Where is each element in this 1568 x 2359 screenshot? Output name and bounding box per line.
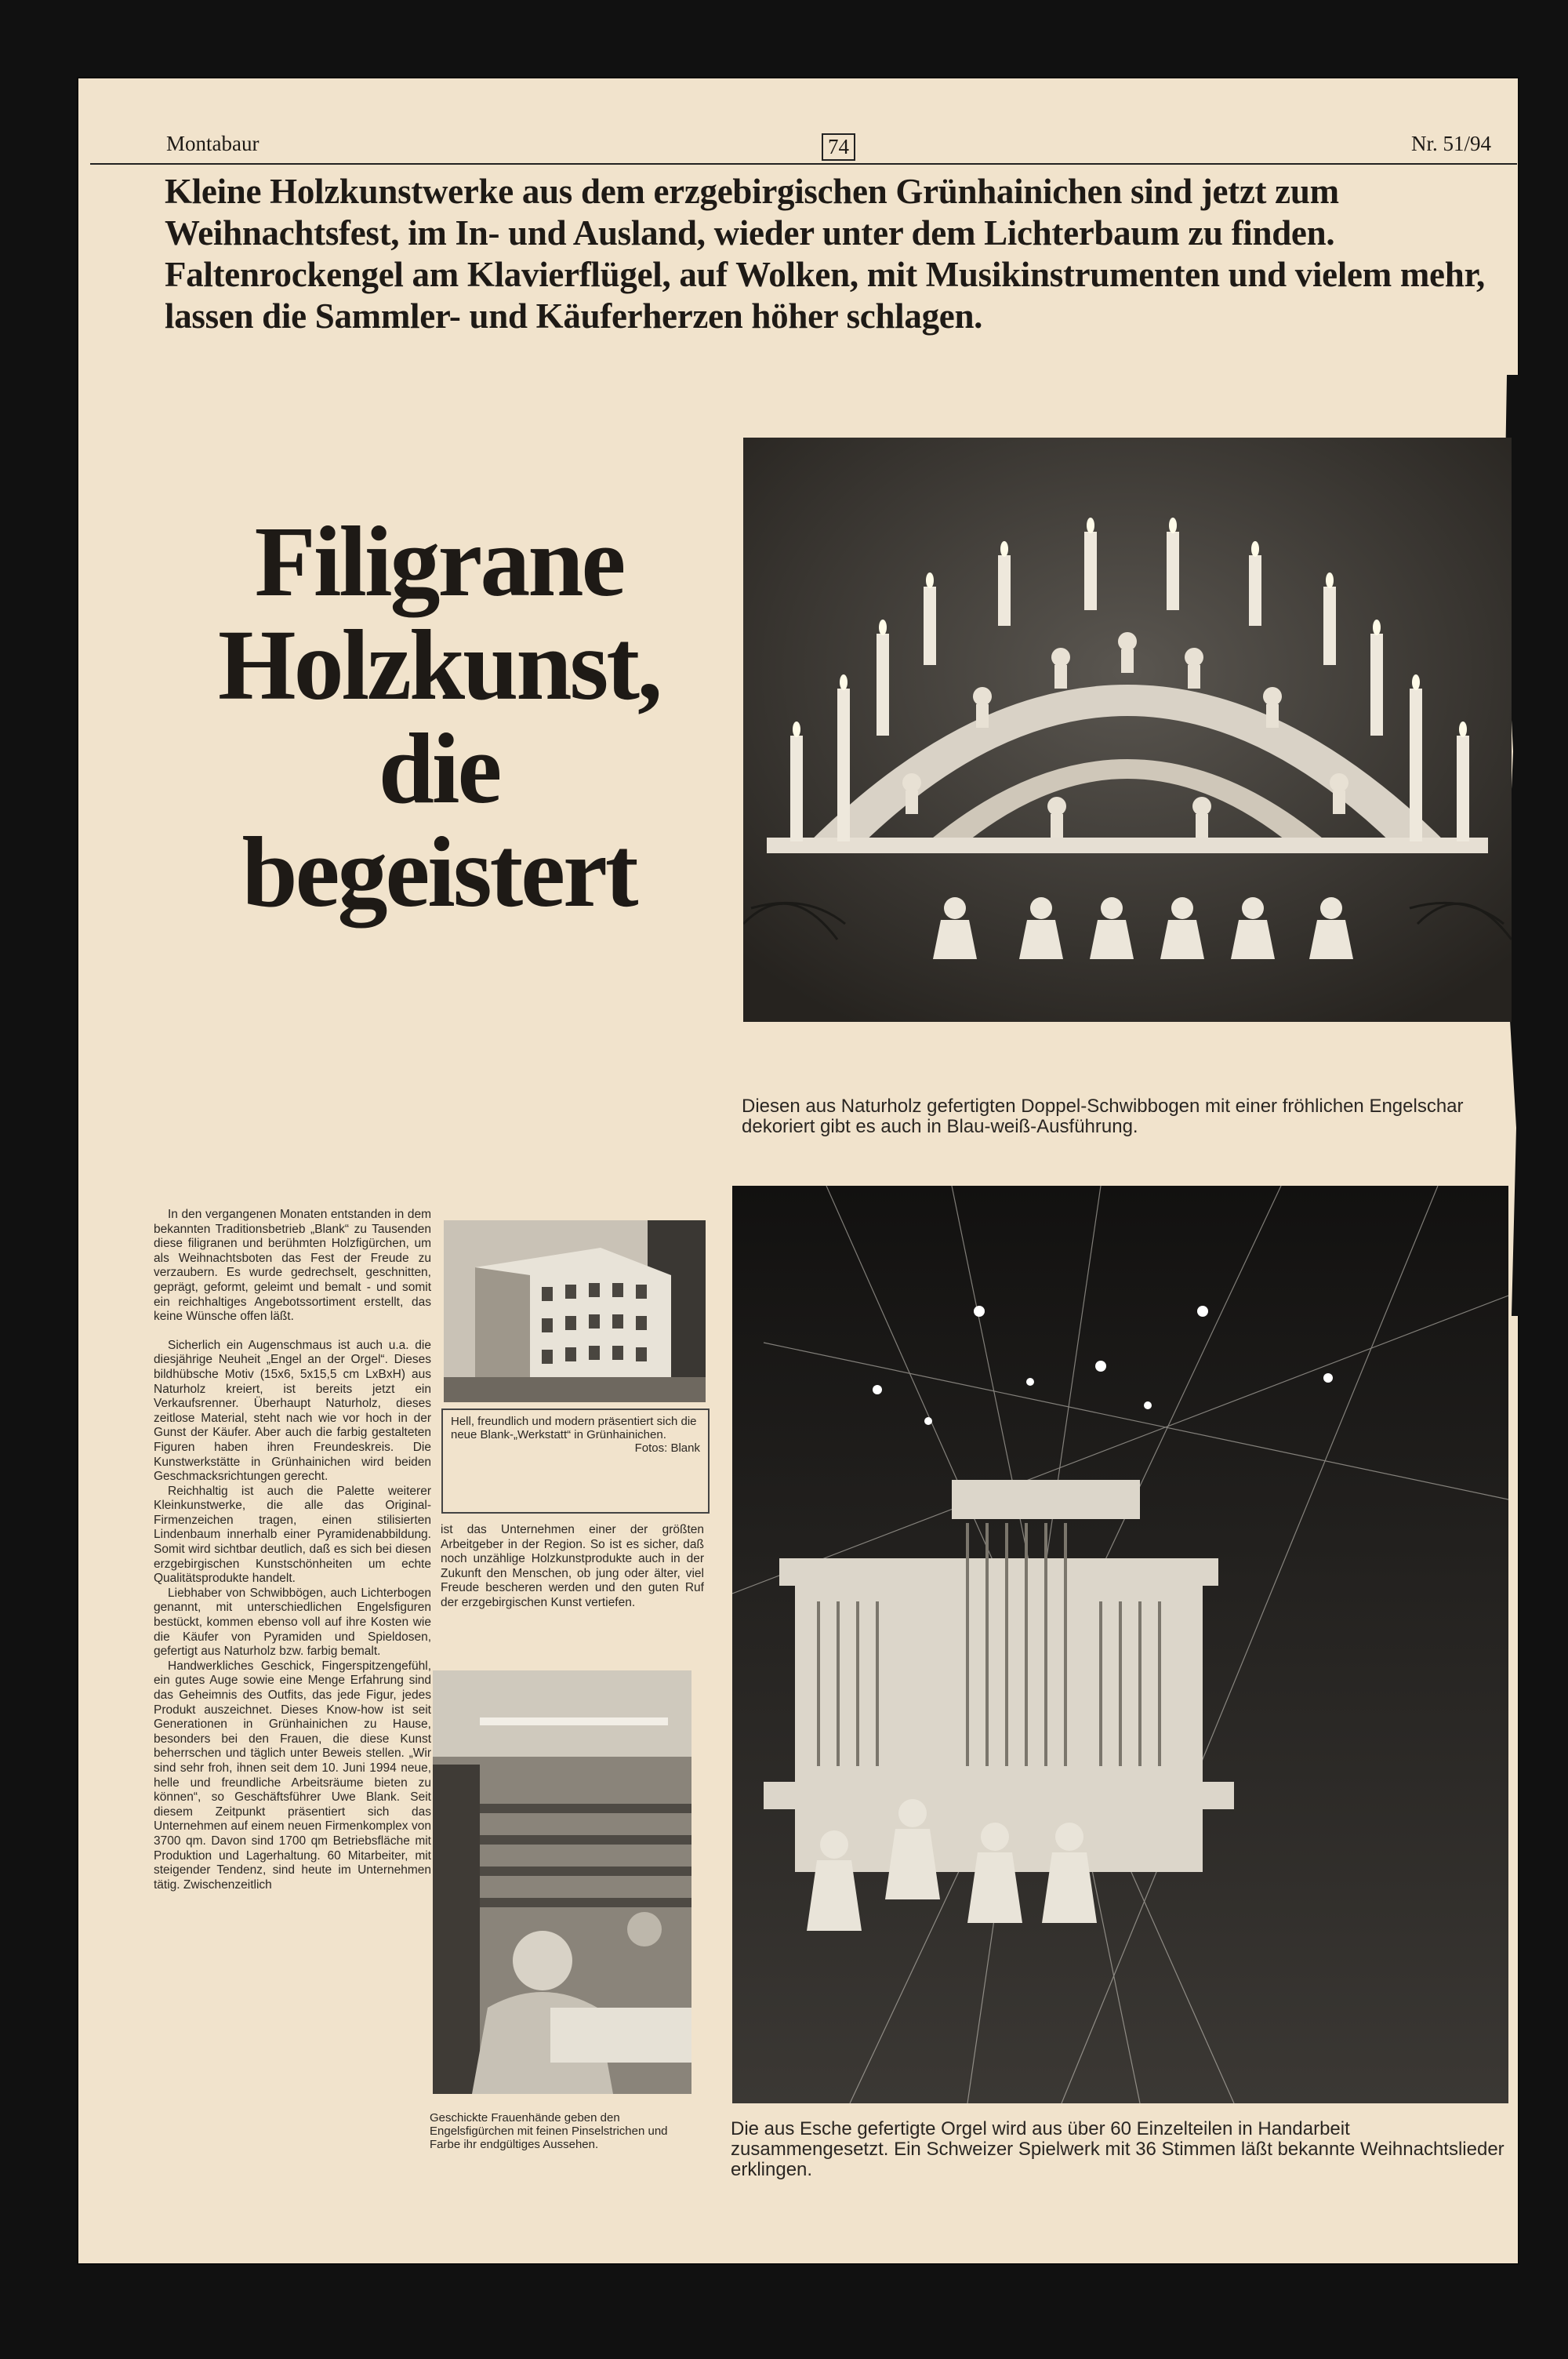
workshop-illustration bbox=[433, 1670, 691, 2094]
orgel-illustration bbox=[732, 1186, 1508, 2103]
photo-werkstatt bbox=[444, 1220, 706, 1402]
header-rule bbox=[90, 163, 1517, 165]
paragraph-6: ist das Unternehmen einer der größten Arbeitgeber in der Region. So ist es sicher, daß noch unzählige Holzkunstprodukte auch in der Zukunft den Menschen, ob jung oder älter, viel Freude bescheren werden und den guten Ruf der erzgebirgischen Kunst vertiefen. bbox=[441, 1523, 704, 1609]
caption-schwibbogen: Diesen aus Naturholz gefertigten Doppel-Schwibbogen mit einer fröhlichen Engelschar dekoriert gibt es auch in Blau-weiß-Ausführung. bbox=[742, 1096, 1464, 1137]
photo-orgel bbox=[732, 1186, 1508, 2103]
photo-credit: Fotos: Blank bbox=[634, 1441, 700, 1455]
building-illustration bbox=[444, 1220, 706, 1402]
paragraph-1: In den vergangenen Monaten entstanden in dem bekannten Traditionsbetrieb „Blank“ zu Tausenden diese filigranen und berühmten Holzfigürchen, um als Weihnachtsboten das Fest der Freude zu verzaubern. Es wurde gedrechselt, geschnitten, geprägt, geformt, geleimt und bemalt - und somit ein reichhaltiges Angebotssortiment erstellt, das keine Wünsche offen läßt. bbox=[154, 1208, 431, 1324]
headline-line-2: Holzkunst, bbox=[218, 609, 660, 721]
header-place: Montabaur bbox=[166, 132, 260, 155]
caption-werkstatt-box bbox=[441, 1408, 710, 1514]
caption-frauen: Geschickte Frauenhände geben den Engelsfigürchen mit feinen Pinselstrichen und Farbe ihr endgültiges Aussehen. bbox=[430, 2111, 668, 2151]
page-number: 74 bbox=[822, 133, 855, 161]
caption-werkstatt: Hell, freundlich und modern präsentiert sich die neue Blank-„Werkstatt“ in Grünhainichen. bbox=[451, 1415, 697, 1441]
issue-number: Nr. 51/94 bbox=[1411, 132, 1492, 155]
caption-orgel: Die aus Esche gefertigte Orgel wird aus über 60 Einzelteilen in Handarbeit zusammengesetzt. Ein Schweizer Spielwerk mit 36 Stimmen läßt bekannte Weihnachtslieder erklingen. bbox=[731, 2118, 1504, 2180]
headline bbox=[157, 506, 721, 928]
article-column-2 bbox=[441, 1523, 704, 1611]
headline-line-1: Filigrane bbox=[254, 506, 624, 617]
paragraph-5: Handwerkliches Geschick, Fingerspitzengefühl, ein gutes Auge sowie eine Menge Erfahrung sind das Geheimnis des Outfits, das jede Figur, jedes Produkt auszeichnet. Dieses Know-how ist seit Generationen in Grünhainichen zu Hause, besonders bei den Frauen, die diese Kunst beherrschen und täglich unter Beweis stellen. „Wir sind sehr froh, ihnen seit dem 10. Juni 1994 neue, helle und freundliche Arbeitsräume bieten zu können“, so Geschäftsführer Uwe Blank. Seit diesem Zeitpunkt präsentiert sich das Unternehmen auf einem neuen Firmenkomplex von 3700 qm. Davon sind 1700 qm Betriebsfläche mit Produktion und Lagerhaltung. 60 Mitarbeiter, mit steigender Tendenz, sind heute im Unternehmen tätig. Zwischenzeitlich bbox=[154, 1659, 431, 1892]
headline-line-3: die bbox=[378, 713, 500, 824]
photo-frauen bbox=[433, 1670, 691, 2094]
paragraph-3: Reichhaltig ist auch die Palette weiterer Kleinkunstwerke, die alle das Original-Firmenzeichen tragen, einen stilisierten Lindenbaum innerhalb einer Pyramidenabbildung. Somit wird sichtbar deutlich, daß es sich bei diesen erzgebirgischen Kunstschönheiten um echte Qualitätsprodukte handelt. bbox=[154, 1484, 431, 1586]
paragraph-2: Sicherlich ein Augenschmaus ist auch u.a. die diesjährige Neuheit „Engel an der Orgel“. Dieses bildhübsche Motiv (15x6, 5x15,5 cm LxBxH) aus Naturholz kreiert, ist bereits jetzt ein Verkaufsrenner. Überhaupt Naturholz, dieses zeitlose Material, steht nach wie vor hoch in der Gunst der Käufer. Aber auch die farbig gestalteten Figuren haben ihren Freundeskreis. Die Kunstwerkstätte in Grünhainichen wird beiden Geschmacksrichtungen gerecht. bbox=[154, 1338, 431, 1484]
paragraph-4: Liebhaber von Schwibbögen, auch Lichterbogen genannt, mit unterschiedlichen Engelsfiguren bestückt, kommen ebenso voll auf ihre Kosten wie die Käufer von Pyramiden und Spieldosen, gefertigt aus Naturholz bzw. farbig bemalt. bbox=[154, 1586, 431, 1659]
lead-paragraph: Kleine Holzkunstwerke aus dem erzgebirgischen Grünhainichen sind jetzt zum Weihnachtsfest, im In- und Ausland, wieder unter dem Lichterbaum zu finden. Faltenrockengel am Klavierflügel, auf Wolken, mit Musikinstrumenten und vielem mehr, lassen die Sammler- und Käuferherzen höher schlagen. bbox=[165, 172, 1485, 336]
photo-schwibbogen bbox=[743, 438, 1512, 1022]
article-column-1 bbox=[154, 1208, 431, 1892]
headline-line-4: begeistert bbox=[241, 816, 637, 928]
schwibbogen-illustration bbox=[743, 438, 1512, 1022]
